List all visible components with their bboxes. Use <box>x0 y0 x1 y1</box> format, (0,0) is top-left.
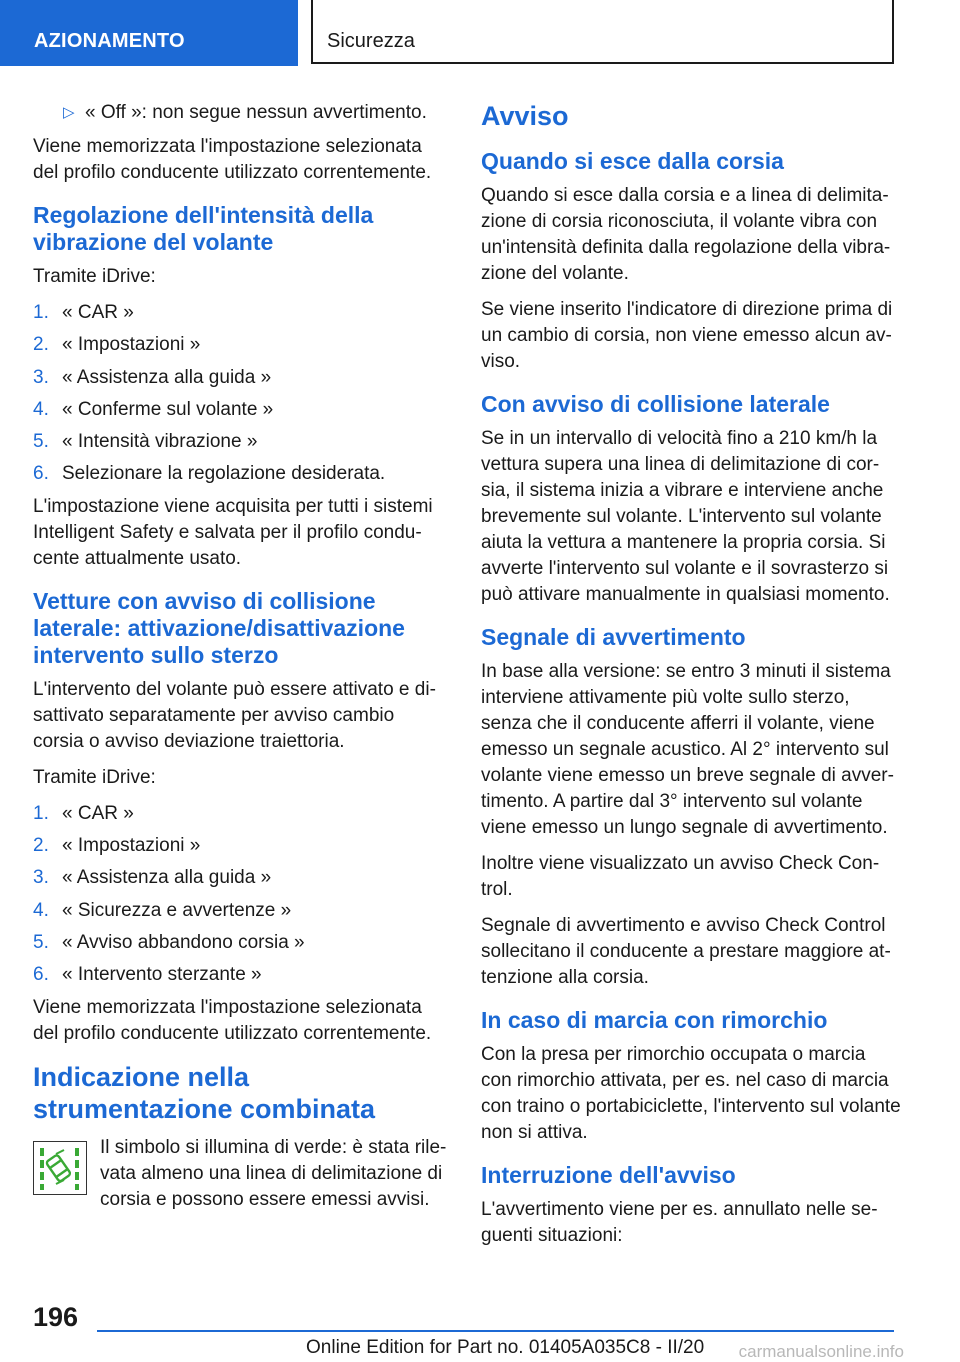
right-column <box>481 100 901 1259</box>
list-item: 3. « Assistenza alla guida » <box>33 867 272 889</box>
list-item: 6. Selezionare la regolazione desiderata. <box>33 463 386 485</box>
heading-avviso: Avviso <box>481 101 569 131</box>
paragraph: Quando si esce dalla corsia e a linea di delimitazione di corsia riconosciuta, il volante vibra con un'intensità definita dalla regolazione della vibrazione del volante. <box>481 185 891 284</box>
steps-list-1 <box>33 300 449 487</box>
heading-indicator: Indicazione nella strumentazione combinata <box>33 1061 376 1124</box>
paragraph: Tramite iDrive: <box>33 766 156 788</box>
paragraph: Segnale di avvertimento e avviso Check Control sollecitano il conducente a prestare maggiore attenzione alla corsia. <box>481 915 891 988</box>
section-tab <box>311 0 894 64</box>
section-title: Sicurezza <box>327 30 415 52</box>
heading-trailer: In caso di marcia con rimorchio <box>481 1007 828 1033</box>
list-item: 1. « CAR » <box>33 802 134 824</box>
heading-lateral: Con avviso di collisione laterale <box>481 391 830 417</box>
chapter-title: AZIONAMENTO <box>34 30 185 52</box>
heading-collision: Vetture con avviso di collisione laterale: attivazione/disattivazione intervento sullo sterzo <box>33 587 405 668</box>
page-number: 196 <box>33 1302 79 1332</box>
heading-exit: Quando si esce dalla corsia <box>481 148 784 174</box>
heading-interrupt: Interruzione dell'avviso <box>481 1162 736 1188</box>
paragraph: Tramite iDrive: <box>33 266 156 287</box>
paragraph: L'avvertimento viene per es. annullato nelle seguenti situazioni: <box>481 1199 878 1246</box>
watermark: carmanualsonline.info <box>738 1342 904 1361</box>
list-item: 5. « Avviso abbandono corsia » <box>33 931 305 953</box>
steps-list-2 <box>33 801 449 988</box>
footer-divider <box>97 1330 894 1332</box>
list-item: 2. « Impostazioni » <box>33 835 201 857</box>
left-column <box>33 100 449 1223</box>
list-item: 1. « CAR » <box>33 302 134 323</box>
heading-intensity: Regolazione dell'intensità della vibrazione del volante <box>33 202 374 255</box>
bullet-off: ▷ « Off »: non segue nessun avvertimento. <box>33 100 449 126</box>
paragraph: Viene memorizzata l'impostazione selezionata del profilo conducente utilizzato correntemente. <box>33 136 432 183</box>
list-item: 2. « Impostazioni » <box>33 334 201 356</box>
chapter-tab <box>0 0 298 66</box>
lane-departure-icon <box>33 1141 87 1195</box>
list-item: 6. « Intervento sterzante » <box>33 964 262 986</box>
symbol-row <box>33 1135 449 1213</box>
symbol-description: Il simbolo si illumina di verde: è stata rilevata almeno una linea di delimitazione di corsia e possono essere emessi avvisi. <box>100 1136 447 1210</box>
list-item: 3. « Assistenza alla guida » <box>33 366 272 388</box>
triangle-bullet-icon: ▷ <box>63 104 75 121</box>
heading-signal: Segnale di avvertimento <box>481 624 746 650</box>
paragraph: Se viene inserito l'indicatore di direzione prima di un cambio di corsia, non viene emesso alcun avviso. <box>481 299 893 372</box>
paragraph: In base alla versione: se entro 3 minuti il sistema interviene attivamente più volte sullo sterzo, senza che il conducente afferri il volante, viene emesso un segnale acustico. Al 2° intervento sul volante viene emesso un breve segnale di avvertimento. A partire dal 3° intervento sul volante viene emesso un lungo segnale di avvertimento. <box>481 661 894 838</box>
paragraph: L'impostazione viene acquisita per tutti i sistemi Intelligent Safety e salvata per il profilo conducente attualmente usato. <box>33 495 433 569</box>
paragraph: Con la presa per rimorchio occupata o marcia con rimorchio attivata, per es. nel caso di marcia con traino o portabiciclette, l'intervento sul volante non si attiva. <box>481 1044 901 1143</box>
paragraph: L'intervento del volante può essere attivato e disattivato separatamente per avviso cambio corsia o avviso deviazione traiettoria. <box>33 678 436 752</box>
list-item: 4. « Sicurezza e avvertenze » <box>33 899 292 921</box>
list-item: 5. « Intensità vibrazione » <box>33 431 258 453</box>
page-header <box>0 0 960 66</box>
paragraph: Se in un intervallo di velocità fino a 210 km/h la vettura supera una linea di delimitazione di corsia, il sistema inizia a vibrare e interviene anche brevemente sul volante. L'intervento sul volante aiuta la vettura a mantenere la propria corsia. Si avverte l'intervento sul volante e il sovrasterzo si può attivare manualmente in qualsiasi momento. <box>481 428 890 605</box>
paragraph: Inoltre viene visualizzato un avviso Check Control. <box>481 853 880 900</box>
paragraph: Viene memorizzata l'impostazione selezionata del profilo conducente utilizzato correntemente. <box>33 996 432 1044</box>
list-item: 4. « Conferme sul volante » <box>33 398 274 420</box>
edition-text: Online Edition for Part no. 01405A035C8 - II/20 <box>306 1337 705 1358</box>
